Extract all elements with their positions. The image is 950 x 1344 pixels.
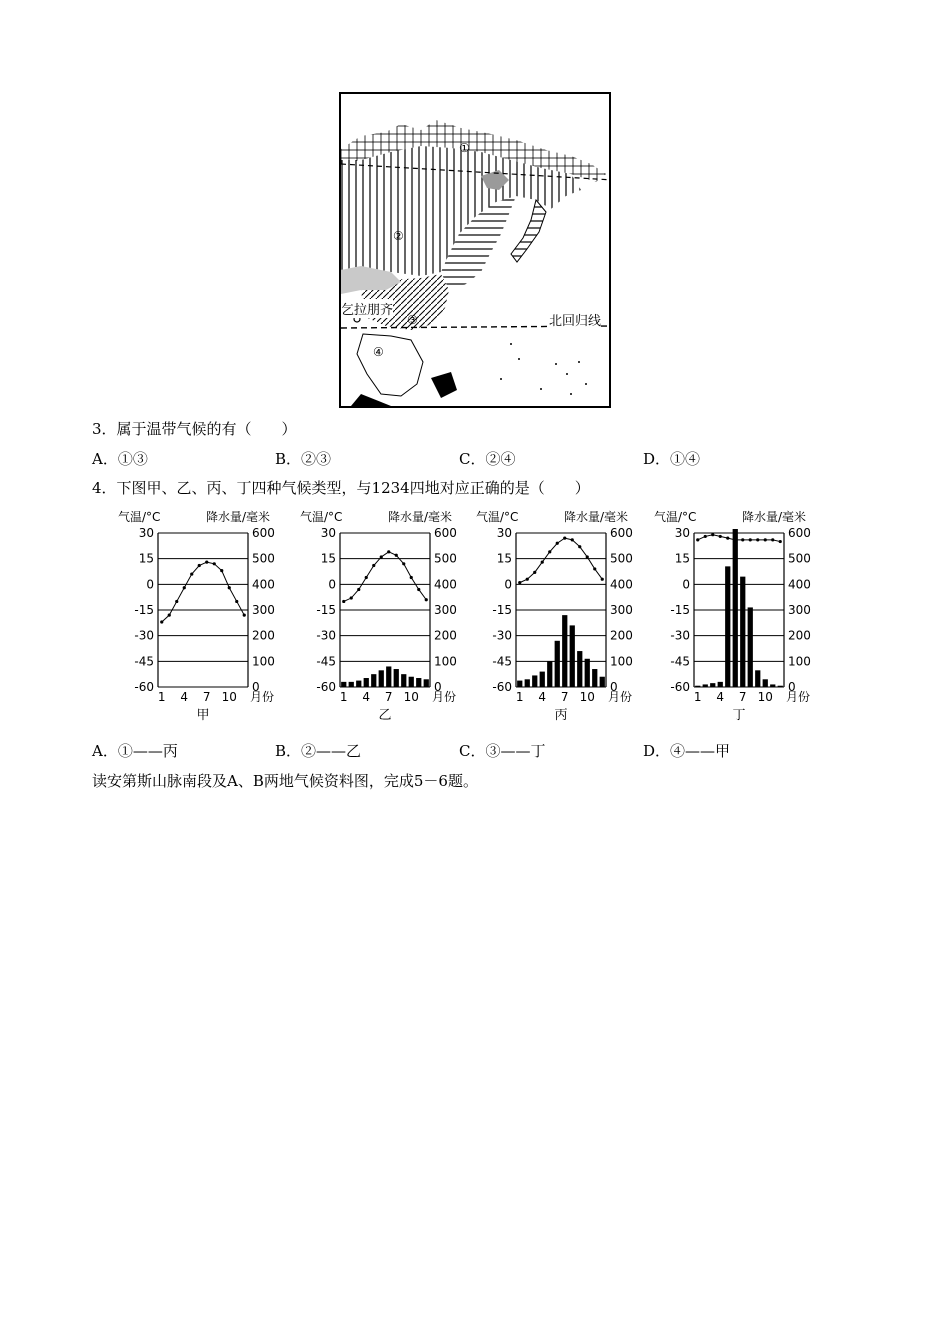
temp-point xyxy=(779,540,782,543)
month-axis-label: 月份 xyxy=(608,690,633,704)
precip-axis-label: 降水量/毫米 xyxy=(564,510,629,524)
temp-point xyxy=(243,614,246,617)
precip-bar xyxy=(349,682,354,687)
temp-point xyxy=(228,586,231,589)
precip-tick-label: 400 xyxy=(252,577,275,592)
precip-tick-label: 600 xyxy=(252,526,275,540)
q3-option-b[interactable]: B．②③ xyxy=(275,450,332,468)
precip-axis-label: 降水量/毫米 xyxy=(388,510,453,524)
temp-tick-label: 0 xyxy=(146,577,154,592)
temp-point xyxy=(350,596,353,599)
precip-tick-label: 300 xyxy=(252,603,275,617)
temp-point xyxy=(183,586,186,589)
precip-tick-label: 100 xyxy=(252,654,275,669)
temp-point xyxy=(387,550,390,553)
temp-point xyxy=(168,614,171,617)
precip-bar xyxy=(585,659,590,687)
precip-tick-label: 400 xyxy=(610,577,633,592)
precip-tick-label: 200 xyxy=(788,628,811,643)
temp-tick-label: -45 xyxy=(316,654,336,669)
question-4-stem: 4．下图甲、乙、丙、丁四种气候类型，与1234四地对应正确的是（ ） xyxy=(92,479,590,497)
tropic-label: 北回归线 xyxy=(549,310,601,329)
precip-bar xyxy=(525,679,530,687)
temp-tick-label: 0 xyxy=(682,577,690,592)
temp-tick-label: 30 xyxy=(138,526,154,540)
month-tick-label: 10 xyxy=(757,690,773,704)
precip-bar xyxy=(600,677,605,687)
precip-bar xyxy=(570,625,575,687)
temp-point xyxy=(357,588,360,591)
month-tick-label: 7 xyxy=(384,690,393,704)
precip-tick-label: 400 xyxy=(434,577,457,592)
temp-tick-label: -15 xyxy=(316,603,336,617)
month-tick-label: 10 xyxy=(579,690,595,704)
precip-bar xyxy=(778,686,783,687)
temp-point xyxy=(571,538,574,541)
precip-bar xyxy=(770,684,775,687)
chart-yi-svg xyxy=(300,505,490,730)
temp-point xyxy=(741,538,744,541)
precip-bar xyxy=(379,670,384,687)
marker-2: ② xyxy=(393,229,404,243)
month-tick-label: 1 xyxy=(693,690,702,704)
precip-tick-label: 500 xyxy=(610,551,633,566)
precip-tick-label: 0 xyxy=(434,680,442,694)
temp-tick-label: -15 xyxy=(134,603,154,617)
q3-option-a[interactable]: A．①③ xyxy=(92,450,148,468)
temp-point xyxy=(213,562,216,565)
temp-point xyxy=(563,537,566,540)
month-tick-label: 4 xyxy=(362,690,371,704)
temp-point xyxy=(380,555,383,558)
precip-bar xyxy=(424,679,429,687)
temp-point xyxy=(593,567,596,570)
temp-tick-label: 30 xyxy=(320,526,336,540)
precip-bar xyxy=(547,661,552,687)
temp-point xyxy=(235,600,238,603)
month-tick-label: 10 xyxy=(221,690,237,704)
temp-axis-label: 气温/°C xyxy=(654,510,697,524)
month-axis-label: 月份 xyxy=(786,690,811,704)
month-axis-label: 月份 xyxy=(432,690,457,704)
precip-tick-label: 0 xyxy=(610,680,618,694)
temp-tick-label: 30 xyxy=(674,526,690,540)
precip-tick-label: 500 xyxy=(434,551,457,566)
temp-line xyxy=(162,562,245,622)
temp-point xyxy=(395,554,398,557)
month-tick-label: 7 xyxy=(738,690,747,704)
month-tick-label: 4 xyxy=(538,690,547,704)
temp-point xyxy=(205,560,208,563)
precip-axis-label: 降水量/毫米 xyxy=(206,510,271,524)
temp-point xyxy=(175,600,178,603)
precip-tick-label: 100 xyxy=(610,654,633,669)
precip-bar xyxy=(695,686,700,687)
temp-point xyxy=(578,545,581,548)
precip-tick-label: 0 xyxy=(788,680,796,694)
chart-bing xyxy=(476,505,666,730)
temp-tick-label: -60 xyxy=(316,680,336,694)
climate-map xyxy=(339,92,611,408)
temp-axis-label: 气温/°C xyxy=(300,510,343,524)
temp-tick-label: -60 xyxy=(134,680,154,694)
precip-bar xyxy=(532,675,537,687)
temp-tick-label: -30 xyxy=(134,628,154,643)
temp-tick-label: 15 xyxy=(320,551,336,566)
q4-option-d[interactable]: D．④——甲 xyxy=(643,742,731,760)
precip-bar xyxy=(356,681,361,687)
temp-tick-label: -45 xyxy=(492,654,512,669)
temp-point xyxy=(548,550,551,553)
chart-name: 丁 xyxy=(732,708,746,723)
temp-point xyxy=(425,598,428,601)
southeast-asia xyxy=(357,334,423,396)
month-tick-label: 1 xyxy=(515,690,524,704)
q3-option-d[interactable]: D．①④ xyxy=(643,450,701,468)
chart-name: 甲 xyxy=(196,708,210,723)
temp-tick-label: 15 xyxy=(138,551,154,566)
temp-tick-label: 30 xyxy=(496,526,512,540)
map-graphic xyxy=(341,94,611,408)
precip-bar xyxy=(740,577,745,687)
temp-tick-label: -60 xyxy=(492,680,512,694)
month-tick-label: 7 xyxy=(560,690,569,704)
temp-point xyxy=(704,535,707,538)
precip-bar xyxy=(703,684,708,687)
precip-bar xyxy=(394,669,399,687)
precip-bar xyxy=(577,651,582,687)
precip-tick-label: 600 xyxy=(610,526,633,540)
precip-bar xyxy=(341,682,346,687)
month-axis-label: 月份 xyxy=(250,690,275,704)
temp-tick-label: -45 xyxy=(134,654,154,669)
precip-bar xyxy=(748,607,753,687)
precip-bar xyxy=(562,615,567,687)
chart-name: 丙 xyxy=(554,708,568,723)
temp-point xyxy=(342,600,345,603)
temp-point xyxy=(734,538,737,541)
precip-bar xyxy=(371,674,376,687)
temp-line xyxy=(344,552,427,602)
temp-point xyxy=(526,578,529,581)
precip-bar xyxy=(517,681,522,687)
precip-bar xyxy=(592,669,597,687)
precip-tick-label: 300 xyxy=(434,603,457,617)
temp-point xyxy=(556,542,559,545)
temp-point xyxy=(198,564,201,567)
precip-tick-label: 300 xyxy=(610,603,633,617)
precip-tick-label: 100 xyxy=(434,654,457,669)
chart-ding xyxy=(654,505,844,730)
temp-tick-label: -60 xyxy=(670,680,690,694)
temp-point xyxy=(417,588,420,591)
precip-bar xyxy=(416,678,421,687)
city-label: 乞拉朋齐 xyxy=(341,299,393,318)
borneo xyxy=(431,372,457,398)
temp-point xyxy=(160,620,163,623)
temp-axis-label: 气温/°C xyxy=(476,510,519,524)
temp-line xyxy=(698,535,781,542)
temp-point xyxy=(601,578,604,581)
marker-1: ① xyxy=(459,141,470,155)
chart-name: 乙 xyxy=(378,708,392,723)
temp-point xyxy=(586,555,589,558)
chart-jia xyxy=(118,505,308,730)
precip-tick-label: 200 xyxy=(252,628,275,643)
precip-tick-label: 500 xyxy=(252,551,275,566)
precip-bar xyxy=(409,677,414,687)
temp-tick-label: -30 xyxy=(670,628,690,643)
chart-bing-svg xyxy=(476,505,666,730)
temp-point xyxy=(410,576,413,579)
temp-point xyxy=(749,538,752,541)
precip-bar xyxy=(725,566,730,687)
temp-point xyxy=(726,537,729,540)
temp-point xyxy=(541,560,544,563)
temp-point xyxy=(220,569,223,572)
temp-tick-label: -45 xyxy=(670,654,690,669)
precip-bar xyxy=(555,641,560,687)
precip-tick-label: 0 xyxy=(252,680,260,694)
month-tick-label: 1 xyxy=(339,690,348,704)
temp-point xyxy=(402,562,405,565)
precip-tick-label: 300 xyxy=(788,603,811,617)
temp-tick-label: 0 xyxy=(328,577,336,592)
temp-point xyxy=(711,533,714,536)
temp-point xyxy=(365,576,368,579)
temp-tick-label: -30 xyxy=(316,628,336,643)
precip-bar xyxy=(755,670,760,687)
temp-tick-label: 15 xyxy=(496,551,512,566)
month-tick-label: 10 xyxy=(403,690,419,704)
temp-tick-label: 0 xyxy=(504,577,512,592)
sumatra xyxy=(351,394,391,408)
temp-point xyxy=(533,571,536,574)
precip-bar xyxy=(733,529,738,687)
precip-tick-label: 100 xyxy=(788,654,811,669)
month-tick-label: 4 xyxy=(180,690,189,704)
precip-tick-label: 600 xyxy=(434,526,457,540)
temp-point xyxy=(756,538,759,541)
temp-tick-label: 15 xyxy=(674,551,690,566)
precip-tick-label: 600 xyxy=(788,526,811,540)
temp-line xyxy=(520,538,603,582)
temp-tick-label: -15 xyxy=(492,603,512,617)
temp-point xyxy=(190,572,193,575)
temp-point xyxy=(764,538,767,541)
temp-tick-label: -30 xyxy=(492,628,512,643)
chart-jia-svg xyxy=(118,505,308,730)
marker-4: ④ xyxy=(373,345,384,359)
temp-axis-label: 气温/°C xyxy=(118,510,161,524)
q4-option-b[interactable]: B．②——乙 xyxy=(275,742,362,760)
month-tick-label: 7 xyxy=(202,690,211,704)
japan-islands xyxy=(511,200,546,262)
temp-point xyxy=(719,535,722,538)
temp-tick-label: -15 xyxy=(670,603,690,617)
chart-yi xyxy=(300,505,490,730)
chart-ding-svg xyxy=(654,505,844,730)
temp-point xyxy=(372,564,375,567)
question-3-stem: 3．属于温带气候的有（ ） xyxy=(92,420,297,438)
month-tick-label: 1 xyxy=(157,690,166,704)
precip-bar xyxy=(763,679,768,687)
temp-point xyxy=(771,538,774,541)
q4-option-a[interactable]: A．①——丙 xyxy=(92,742,178,760)
precip-bar xyxy=(401,674,406,687)
section-intro: 读安第斯山脉南段及A、B两地气候资料图，完成5－6题。 xyxy=(92,772,478,790)
precip-tick-label: 400 xyxy=(788,577,811,592)
pacific-islands xyxy=(500,343,587,395)
q4-option-c[interactable]: C．③——丁 xyxy=(459,742,546,760)
precip-bar xyxy=(386,666,391,687)
precip-axis-label: 降水量/毫米 xyxy=(742,510,807,524)
q3-option-c[interactable]: C．②④ xyxy=(459,450,516,468)
precip-tick-label: 200 xyxy=(610,628,633,643)
marker-3: ③ xyxy=(407,313,418,327)
month-tick-label: 4 xyxy=(716,690,725,704)
temp-point xyxy=(518,581,521,584)
precip-bar xyxy=(710,683,715,687)
precip-tick-label: 200 xyxy=(434,628,457,643)
precip-tick-label: 500 xyxy=(788,551,811,566)
precip-bar xyxy=(540,672,545,687)
precip-bar xyxy=(364,678,369,687)
precip-bar xyxy=(718,682,723,687)
temp-point xyxy=(696,538,699,541)
